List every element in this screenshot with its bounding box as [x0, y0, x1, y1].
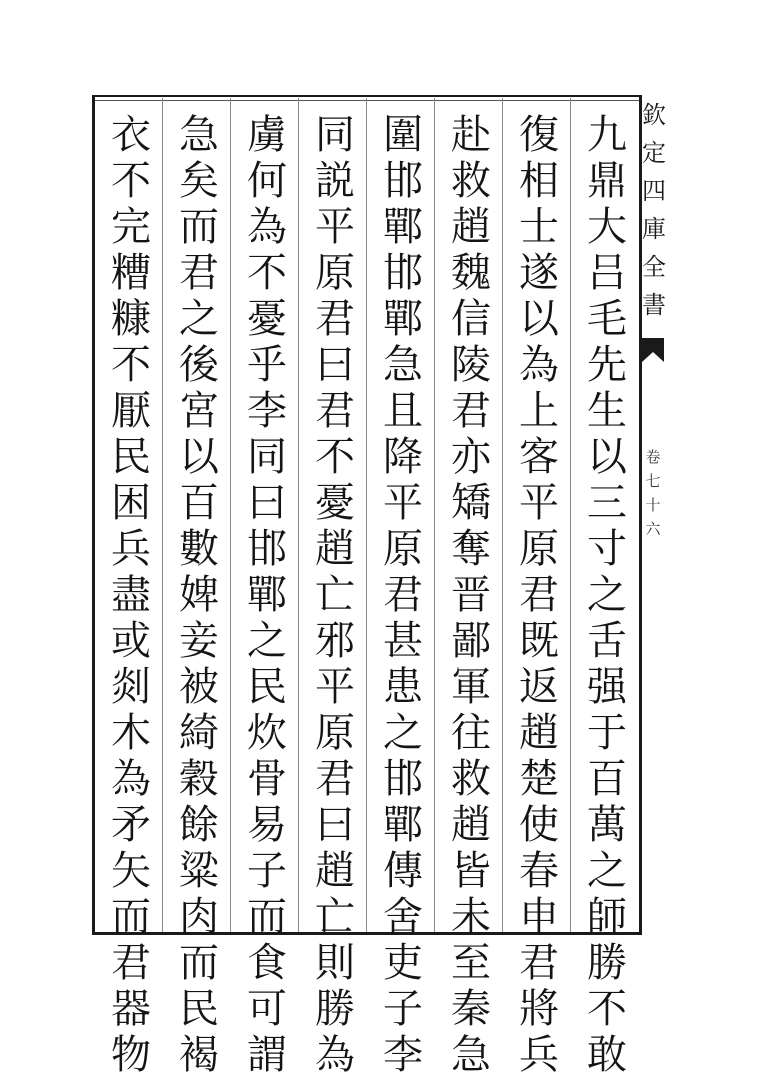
column-character: 原 — [519, 526, 559, 572]
column-character: 師 — [587, 894, 627, 940]
column-character: 民 — [111, 434, 151, 480]
column-character: 使 — [519, 802, 559, 848]
column-character: 亡 — [315, 894, 355, 940]
column-character: 九 — [587, 112, 627, 158]
column-character: 以 — [587, 434, 627, 480]
text-column-5 — [306, 112, 364, 1078]
text-column-4 — [374, 112, 432, 1078]
column-character: 至 — [451, 940, 491, 986]
column-character: 趙 — [315, 526, 355, 572]
column-character: 萬 — [587, 802, 627, 848]
column-character: 何 — [247, 158, 287, 204]
column-character: 大 — [587, 204, 627, 250]
column-character: 上 — [519, 388, 559, 434]
column-character: 先 — [587, 342, 627, 388]
column-character: 君 — [179, 250, 219, 296]
text-column-2 — [510, 112, 568, 1078]
column-character: 勝 — [315, 986, 355, 1032]
column-character: 舌 — [587, 618, 627, 664]
column-character: 君 — [451, 388, 491, 434]
column-character: 赴 — [451, 112, 491, 158]
column-character: 軍 — [451, 664, 491, 710]
column-character: 君 — [315, 388, 355, 434]
margin-volume-character: 卷 — [645, 448, 661, 466]
column-character: 趙 — [451, 204, 491, 250]
column-character: 皆 — [451, 848, 491, 894]
column-character: 之 — [587, 848, 627, 894]
column-character: 厭 — [111, 388, 151, 434]
column-character: 急 — [179, 112, 219, 158]
column-character: 矣 — [179, 158, 219, 204]
column-character: 衣 — [111, 112, 151, 158]
column-character: 矯 — [451, 480, 491, 526]
column-character: 兵 — [111, 526, 151, 572]
column-character: 急 — [451, 1032, 491, 1078]
column-character: 子 — [247, 848, 287, 894]
column-character: 為 — [111, 756, 151, 802]
column-character: 復 — [519, 112, 559, 158]
column-character: 婢 — [179, 572, 219, 618]
column-character: 之 — [587, 572, 627, 618]
column-character: 既 — [519, 618, 559, 664]
frame-inner-line — [95, 100, 639, 101]
column-character: 客 — [519, 434, 559, 480]
column-character: 患 — [383, 664, 423, 710]
margin-title-character: 欽 — [642, 101, 666, 129]
column-character: 民 — [179, 986, 219, 1032]
column-character: 百 — [179, 480, 219, 526]
column-character: 勝 — [587, 940, 627, 986]
margin-title-character: 庫 — [642, 215, 666, 243]
column-character: 魏 — [451, 250, 491, 296]
column-character: 奪 — [451, 526, 491, 572]
column-character: 晋 — [451, 572, 491, 618]
column-character: 秦 — [451, 986, 491, 1032]
column-character: 强 — [587, 664, 627, 710]
column-character: 傳 — [383, 848, 423, 894]
column-character: 遂 — [519, 250, 559, 296]
column-character: 申 — [519, 894, 559, 940]
margin-volume-number — [642, 445, 664, 541]
column-character: 妾 — [179, 618, 219, 664]
column-character: 平 — [519, 480, 559, 526]
column-character: 君 — [315, 296, 355, 342]
column-character: 吕 — [587, 250, 627, 296]
column-character: 以 — [179, 434, 219, 480]
column-character: 不 — [111, 158, 151, 204]
text-column-6 — [238, 112, 296, 1078]
column-character: 子 — [383, 986, 423, 1032]
column-character: 君 — [519, 940, 559, 986]
column-character: 困 — [111, 480, 151, 526]
column-character: 而 — [111, 894, 151, 940]
column-character: 君 — [383, 572, 423, 618]
column-character: 將 — [519, 986, 559, 1032]
column-character: 盡 — [111, 572, 151, 618]
column-divider — [162, 98, 163, 932]
column-character: 肉 — [179, 894, 219, 940]
column-character: 糠 — [111, 296, 151, 342]
column-character: 則 — [315, 940, 355, 986]
column-character: 之 — [179, 296, 219, 342]
text-column-8 — [102, 112, 160, 1078]
column-divider — [570, 98, 571, 932]
column-character: 而 — [247, 894, 287, 940]
column-character: 原 — [315, 710, 355, 756]
column-character: 春 — [519, 848, 559, 894]
column-character: 鄲 — [383, 296, 423, 342]
column-character: 宮 — [179, 388, 219, 434]
column-divider — [434, 98, 435, 932]
column-character: 乎 — [247, 342, 287, 388]
column-character: 易 — [247, 802, 287, 848]
column-character: 返 — [519, 664, 559, 710]
column-character: 百 — [587, 756, 627, 802]
column-character: 餘 — [179, 802, 219, 848]
column-character: 敢 — [587, 1032, 627, 1078]
column-character: 降 — [383, 434, 423, 480]
column-character: 矢 — [111, 848, 151, 894]
column-character: 綺 — [179, 710, 219, 756]
column-character: 毛 — [587, 296, 627, 342]
column-character: 邯 — [383, 250, 423, 296]
text-column-7 — [170, 112, 228, 1078]
column-divider — [502, 98, 503, 932]
column-character: 急 — [383, 342, 423, 388]
column-character: 木 — [111, 710, 151, 756]
column-character: 鄲 — [247, 572, 287, 618]
text-column-3 — [442, 112, 500, 1078]
column-character: 曰 — [315, 802, 355, 848]
fish-tail-mark — [642, 338, 664, 362]
column-character: 器 — [111, 986, 151, 1032]
column-character: 以 — [519, 296, 559, 342]
column-divider — [298, 98, 299, 932]
column-character: 君 — [111, 940, 151, 986]
column-character: 君 — [315, 756, 355, 802]
margin-book-title — [642, 96, 664, 324]
column-character: 同 — [315, 112, 355, 158]
column-character: 物 — [111, 1032, 151, 1078]
column-character: 生 — [587, 388, 627, 434]
column-character: 甚 — [383, 618, 423, 664]
column-character: 鼎 — [587, 158, 627, 204]
column-character: 鄲 — [383, 204, 423, 250]
column-character: 炊 — [247, 710, 287, 756]
column-character: 寸 — [587, 526, 627, 572]
column-character: 同 — [247, 434, 287, 480]
column-character: 鄙 — [451, 618, 491, 664]
margin-volume-character: 七 — [645, 472, 661, 490]
column-character: 于 — [587, 710, 627, 756]
column-character: 憂 — [247, 296, 287, 342]
column-character: 亦 — [451, 434, 491, 480]
column-character: 或 — [111, 618, 151, 664]
column-character: 不 — [111, 342, 151, 388]
column-character: 曰 — [247, 480, 287, 526]
column-character: 吏 — [383, 940, 423, 986]
margin-title-character: 四 — [642, 177, 666, 205]
column-character: 趙 — [451, 802, 491, 848]
column-character: 原 — [315, 250, 355, 296]
column-character: 李 — [247, 388, 287, 434]
column-character: 可 — [247, 986, 287, 1032]
column-character: 之 — [247, 618, 287, 664]
column-character: 陵 — [451, 342, 491, 388]
column-character: 骨 — [247, 756, 287, 802]
column-character: 三 — [587, 480, 627, 526]
column-character: 未 — [451, 894, 491, 940]
column-character: 不 — [587, 986, 627, 1032]
column-character: 邯 — [247, 526, 287, 572]
column-character: 後 — [179, 342, 219, 388]
column-character: 鄲 — [383, 802, 423, 848]
column-character: 為 — [247, 204, 287, 250]
column-character: 趙 — [519, 710, 559, 756]
column-character: 不 — [247, 250, 287, 296]
column-character: 不 — [315, 434, 355, 480]
column-character: 邪 — [315, 618, 355, 664]
column-character: 曰 — [315, 342, 355, 388]
column-character: 楚 — [519, 756, 559, 802]
column-character: 舍 — [383, 894, 423, 940]
column-character: 謂 — [247, 1032, 287, 1078]
column-character: 憂 — [315, 480, 355, 526]
column-character: 邯 — [383, 756, 423, 802]
column-character: 圍 — [383, 112, 423, 158]
column-character: 而 — [179, 204, 219, 250]
column-character: 民 — [247, 664, 287, 710]
column-character: 救 — [451, 158, 491, 204]
margin-title-character: 全 — [642, 253, 666, 281]
column-character: 褐 — [179, 1032, 219, 1078]
column-character: 且 — [383, 388, 423, 434]
column-character: 而 — [179, 940, 219, 986]
margin-title-character: 書 — [642, 291, 666, 319]
column-character: 説 — [315, 158, 355, 204]
column-divider — [366, 98, 367, 932]
column-character: 被 — [179, 664, 219, 710]
column-character: 矛 — [111, 802, 151, 848]
column-character: 之 — [383, 710, 423, 756]
column-character: 原 — [383, 526, 423, 572]
column-character: 粱 — [179, 848, 219, 894]
column-divider — [230, 98, 231, 932]
column-character: 李 — [383, 1032, 423, 1078]
column-character: 平 — [315, 204, 355, 250]
column-character: 救 — [451, 756, 491, 802]
column-character: 往 — [451, 710, 491, 756]
column-character: 平 — [315, 664, 355, 710]
column-character: 趙 — [315, 848, 355, 894]
column-character: 虜 — [247, 112, 287, 158]
column-character: 平 — [383, 480, 423, 526]
margin-title-character: 定 — [642, 139, 666, 167]
column-character: 信 — [451, 296, 491, 342]
column-character: 為 — [519, 342, 559, 388]
column-character: 邯 — [383, 158, 423, 204]
column-character: 食 — [247, 940, 287, 986]
column-character: 相 — [519, 158, 559, 204]
column-character: 兵 — [519, 1032, 559, 1078]
column-character: 君 — [519, 572, 559, 618]
column-character: 士 — [519, 204, 559, 250]
column-character: 穀 — [179, 756, 219, 802]
text-column-1 — [578, 112, 636, 1078]
column-character: 完 — [111, 204, 151, 250]
column-character: 糟 — [111, 250, 151, 296]
column-character: 數 — [179, 526, 219, 572]
margin-volume-character: 十 — [645, 496, 661, 514]
column-character: 剡 — [111, 664, 151, 710]
margin-volume-character: 六 — [645, 520, 661, 538]
column-character: 亡 — [315, 572, 355, 618]
column-character: 為 — [315, 1032, 355, 1078]
